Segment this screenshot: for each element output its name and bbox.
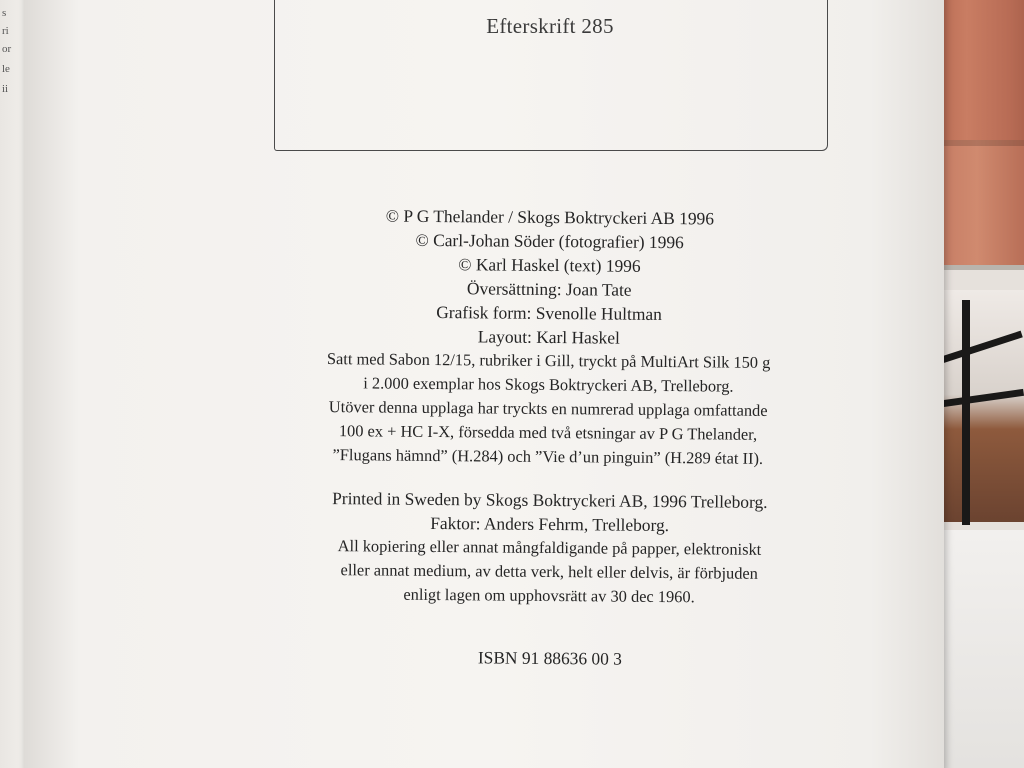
numbered-edition-line: 100 ex + HC I-X, försedda med två etsningar av P G Thelander, <box>338 421 758 444</box>
numbered-edition-line: Utöver denna upplaga har tryckts en numrerad upplaga omfattande <box>328 397 768 420</box>
translation-credit: Översättning: Joan Tate <box>466 278 632 300</box>
copyright-notice-line: All kopiering eller annat mångfaldigande på papper, elektroniskt <box>337 536 762 559</box>
left-page-text: s <box>2 7 7 19</box>
typesetting-line: Satt med Sabon 12/15, rubriker i Gill, tryckt på MultiArt Silk 150 g <box>326 349 771 372</box>
copyright-notice-line: eller annat medium, av detta verk, helt eller delvis, är förbjuden <box>340 560 759 583</box>
printed-in-line: Printed in Sweden by Skogs Boktryckeri AB, 1996 Trelleborg. <box>332 488 768 512</box>
window-frame-bar <box>962 300 970 525</box>
isbn: ISBN 91 88636 00 3 <box>477 647 622 669</box>
etchings-line: ”Flugans hämnd” (H.284) och ”Vie d’un pinguin” (H.289 état II). <box>332 445 764 468</box>
design-credit: Grafisk form: Svenolle Hultman <box>436 302 662 324</box>
copyright-line: © P G Thelander / Skogs Boktryckeri AB 1996 <box>385 205 715 229</box>
toc-entry-efterskrift: Efterskrift 285 <box>486 14 614 38</box>
copyright-line: © Carl-Johan Söder (fotografier) 1996 <box>415 229 684 253</box>
left-page-text: ii <box>2 83 9 95</box>
colophon-credits <box>248 202 850 471</box>
left-page-text: or <box>2 43 12 55</box>
copyright-notice-line: enligt lagen om upphovsrätt av 30 dec 1960. <box>403 584 695 607</box>
edition-line: i 2.000 exemplar hos Skogs Boktryckeri AB, Trelleborg. <box>363 373 734 396</box>
paper-stack <box>940 530 1024 768</box>
left-page-text: le <box>2 63 10 75</box>
factor-line: Faktor: Anders Fehrm, Trelleborg. <box>430 512 670 536</box>
colophon-printing <box>249 485 850 610</box>
layout-credit: Layout: Karl Haskel <box>477 326 620 348</box>
copyright-line: © Karl Haskel (text) 1996 <box>458 254 641 276</box>
left-page-text: ri <box>2 25 9 37</box>
